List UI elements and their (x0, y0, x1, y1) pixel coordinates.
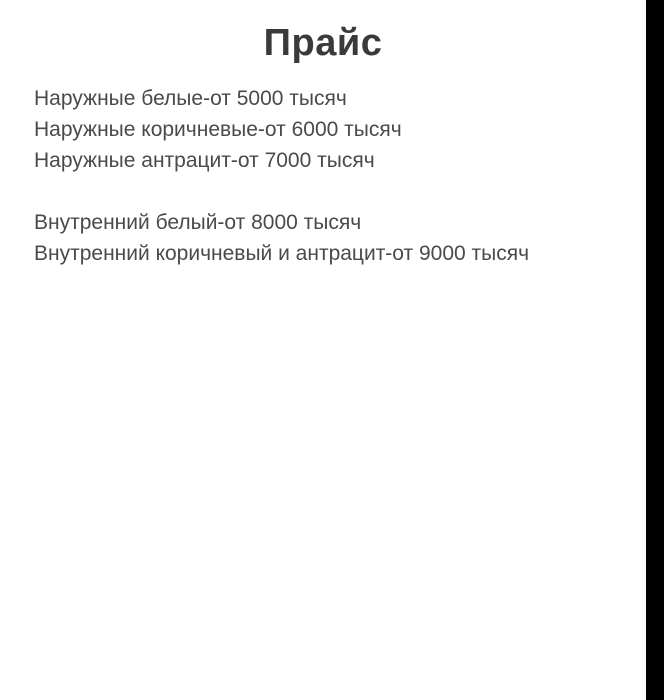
price-list-content (0, 0, 646, 269)
price-line-indoor-brown-anthracite: Внутренний коричневый и антрацит-от 9000 тысяч (34, 242, 530, 265)
price-line-outdoor-anthracite: Наружные антрацит-от 7000 тысяч (34, 149, 375, 172)
page-title: Прайс (263, 22, 383, 64)
right-black-margin (646, 0, 664, 700)
price-line-outdoor-brown: Наружные коричневые-от 6000 тысяч (34, 118, 402, 141)
price-line-outdoor-white: Наружные белые-от 5000 тысяч (34, 87, 347, 110)
price-lines (0, 83, 646, 269)
price-line-indoor-white: Внутренний белый-от 8000 тысяч (34, 211, 362, 234)
group-spacer (34, 176, 616, 207)
